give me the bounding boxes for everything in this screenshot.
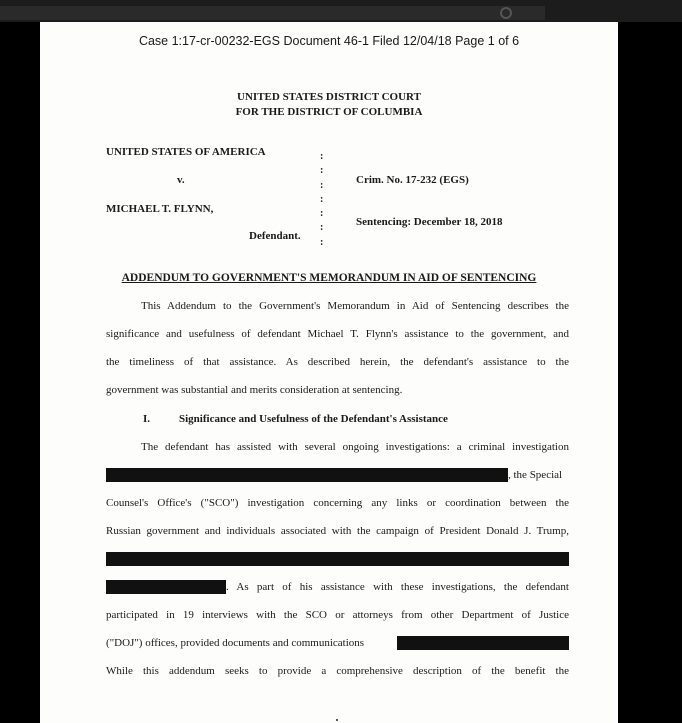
body-line: ("DOJ") offices, provided documents and communications (106, 637, 365, 649)
page-mark (336, 719, 338, 721)
body-line: Russian government and individuals associated with the campaign of President Donald J. Trump, (106, 525, 569, 537)
right-margin (618, 22, 682, 723)
redaction-bar (106, 468, 508, 482)
ecf-header: Case 1:17-cr-00232-EGS Document 46-1 Filed 12/04/18 Page 1 of 6 (138, 34, 520, 48)
document-page (40, 22, 618, 723)
section-number: I. (143, 413, 151, 425)
redaction-bar (106, 580, 226, 594)
caption-divider: : : : : : : : (320, 151, 324, 248)
case-number: Crim. No. 17-232 (EGS) (356, 174, 469, 186)
body-line: , the Special (508, 469, 563, 481)
intro-line: the timeliness of that assistance. As described herein, the defendant's assistance to the (106, 356, 569, 368)
redaction-bar (106, 552, 569, 566)
body-line: . As part of his assistance with these investigations, the defendant (226, 581, 569, 593)
toolbar-strip (0, 6, 545, 20)
section-heading (143, 413, 448, 425)
viewer-toolbar (0, 0, 682, 22)
caption-defendant: MICHAEL T. FLYNN, (106, 203, 214, 215)
caption-plaintiff: UNITED STATES OF AMERICA (106, 146, 266, 158)
body-line: The defendant has assisted with several ongoing investigations: a criminal investigation (141, 441, 569, 453)
caption-versus: v. (177, 174, 185, 186)
body-line: participated in 19 interviews with the SCO or attorneys from other Department of Justice (106, 609, 569, 621)
section-title: Significance and Usefulness of the Defendant's Assistance (179, 413, 448, 425)
caption-defendant-label: Defendant. (249, 230, 301, 242)
sentencing-date: Sentencing: December 18, 2018 (356, 216, 503, 228)
body-line: While this addendum seeks to provide a comprehensive description of the benefit the (106, 665, 569, 677)
court-line-1: UNITED STATES DISTRICT COURT (237, 91, 421, 103)
intro-line: significance and usefulness of defendant Michael T. Flynn's assistance to the government, and (106, 328, 569, 340)
redaction-bar (397, 636, 569, 650)
court-name (40, 90, 618, 120)
body-line: Counsel's Office's ("SCO") investigation concerning any links or coordination between the (106, 497, 569, 509)
court-line-2: FOR THE DISTRICT OF COLUMBIA (235, 106, 423, 118)
left-margin (0, 22, 40, 723)
search-icon[interactable] (500, 7, 512, 19)
document-title: ADDENDUM TO GOVERNMENT'S MEMORANDUM IN AID OF SENTENCING (121, 272, 537, 284)
intro-line: This Addendum to the Government's Memorandum in Aid of Sentencing describes the (141, 300, 569, 312)
intro-line: government was substantial and merits consideration at sentencing. (106, 384, 403, 396)
